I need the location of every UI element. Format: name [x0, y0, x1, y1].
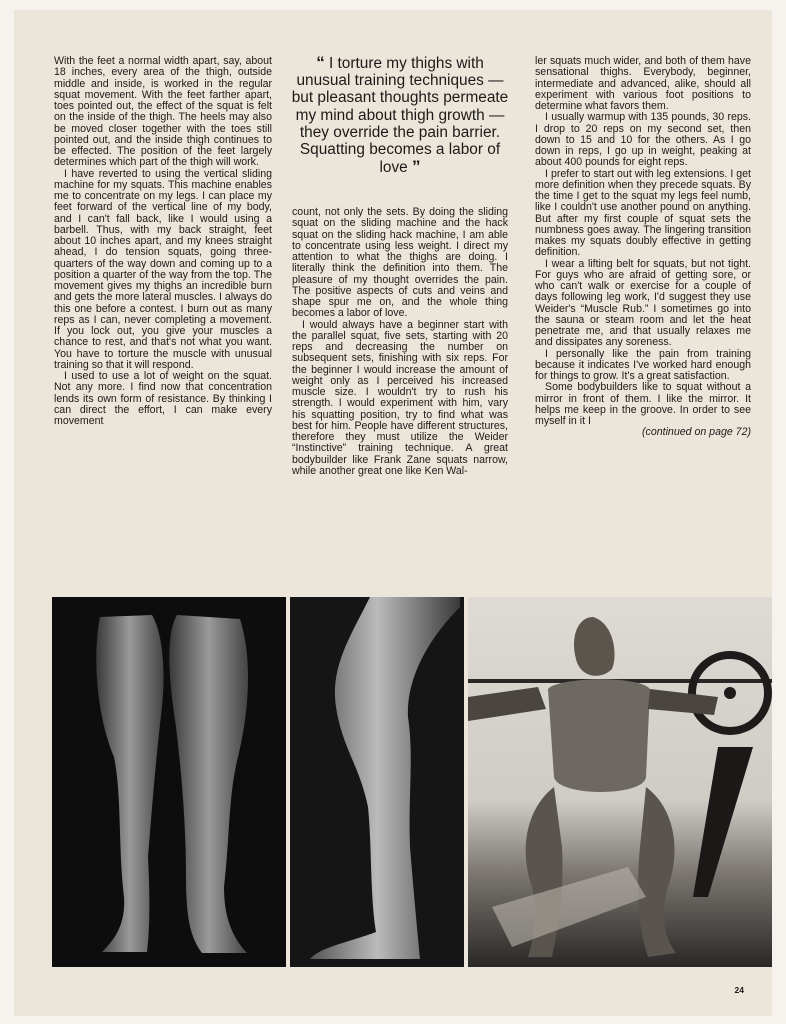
- paragraph: I usually warmup with 135 pounds, 30 reps. I drop to 20 reps on my second set, then down to 15 and 10 for the others. As I go down in reps, I go up in weight, peaking at about 400 pounds for eight reps.: [535, 111, 751, 169]
- paragraph: I have reverted to using the vertical sliding machine for my squats. This machine enables me to concentrate on my legs. I can place my feet forward of the vertical line of my body, and I can't fall back, like I would using a barbell. Thus, with my back straight, feet about 10 inches apart, and my knees straight ahead, I do tension squats, going three-quarters of the way down and coming up to a position a quarter of the way from the top. The movement gives my thighs an incredible burn and gets the more lateral muscles. I always do this one before a contest. I burn out as many reps as I can, never completing a movement. If you lock out, you give your muscles a chance to rest, and that's not what you want. You have to torture the muscle with unusual training so that it will respond.: [54, 167, 272, 371]
- text-column-2: [292, 207, 508, 477]
- paragraph: ler squats much wider, and both of them have sensational thighs. Everybody, beginner, intermediate and advanced, alike, should all experiment with various foot positions to determine what favors them.: [535, 55, 751, 112]
- photo-squat: [468, 597, 772, 967]
- photo-strip: [52, 597, 772, 967]
- close-quote-mark: ”: [412, 157, 421, 177]
- paragraph: I personally like the pain from training because it indicates I've worked hard enough for things to grow. It's a great satisfaction.: [535, 347, 751, 382]
- paragraph: I wear a lifting belt for squats, but not tight. For guys who are afraid of getting sore, or who can't walk or exercise for a couple of days following leg work, I'd suggest they use Weider's “Muscle Rub.” I sometimes go into the sauna or steam room and let the heat penetrate me, and that usually relaxes me and dissipates any soreness.: [535, 257, 751, 349]
- paragraph: I prefer to start out with leg extensions. I get more definition when they precede squats. By the time I get to the squat my legs feel numb, like I couldn't use another pound on anything. But after my first couple of squat sets the numbness goes away. The lingering transition makes my squats doubly effective in getting definition.: [535, 167, 751, 259]
- photo-leg-side: [290, 597, 464, 967]
- pull-quote: [290, 54, 510, 176]
- squat-illustration: [468, 597, 772, 967]
- page-number: 24: [734, 985, 744, 995]
- paragraph: With the feet a normal width apart, say, about 18 inches, every area of the thigh, outside middle and inside, is worked in the regular squat movement. With the feet farther apart, toes pointed out, the effect of the squat is felt on the inside of the thigh. The heels may also be moved closer together with the toes still pointed out, and the inside thigh continues to be effected. The position of the feet largely determines which part of the thigh will work.: [54, 55, 272, 169]
- photo-legs-front: [52, 597, 286, 967]
- text-column-3: [535, 56, 751, 439]
- open-quote-mark: “: [316, 53, 325, 72]
- paragraph: I used to use a lot of weight on the squat. Not any more. I find now that concentration lends its own form of resistance. By thinking I can direct the effort, I can make every movement: [54, 370, 272, 427]
- paragraph: count, not only the sets. By doing the sliding squat on the sliding machine and the hack squat on the sliding hack machine, I am able to concentrate using less weight. I direct my attention to what the thighs are doing. I literally think the definition into them. The pleasure of my thought overrides the pain. The positive aspects of cuts and veins and shape spur me on, and the whole thing becomes a labor of love.: [292, 206, 508, 320]
- paragraph: Some bodybuilders like to squat without a mirror in front of them. I like the mirror. It helps me keep in the groove. In order to see myself in it I: [535, 381, 751, 427]
- magazine-page: [14, 10, 772, 1016]
- paragraph: I would always have a beginner start with the parallel squat, five sets, starting with 20 reps and decreasing the number on subsequent sets, finishing with six reps. For the beginner I would increase the amount of weight only as I perceived his increased muscle size. I wouldn't try to rush his strength. I would experiment with him, vary his squatting position, try to find what was best for him. People have different structures, therefore they must utilize the Weider “Instinctive” training technique. A great bodybuilder like Frank Zane squats narrow, while another great one like Ken Wal-: [292, 318, 508, 477]
- pull-quote-text: I torture my thighs with unusual training techniques — but pleasant thoughts permeate my mind about thigh growth — they override the pain barrier. Squatting becomes a labor of love: [291, 55, 509, 177]
- continued-note: (continued on page 72): [642, 426, 751, 439]
- leg-side-illustration: [290, 597, 464, 967]
- text-column-1: [54, 56, 272, 427]
- legs-front-illustration: [52, 597, 286, 967]
